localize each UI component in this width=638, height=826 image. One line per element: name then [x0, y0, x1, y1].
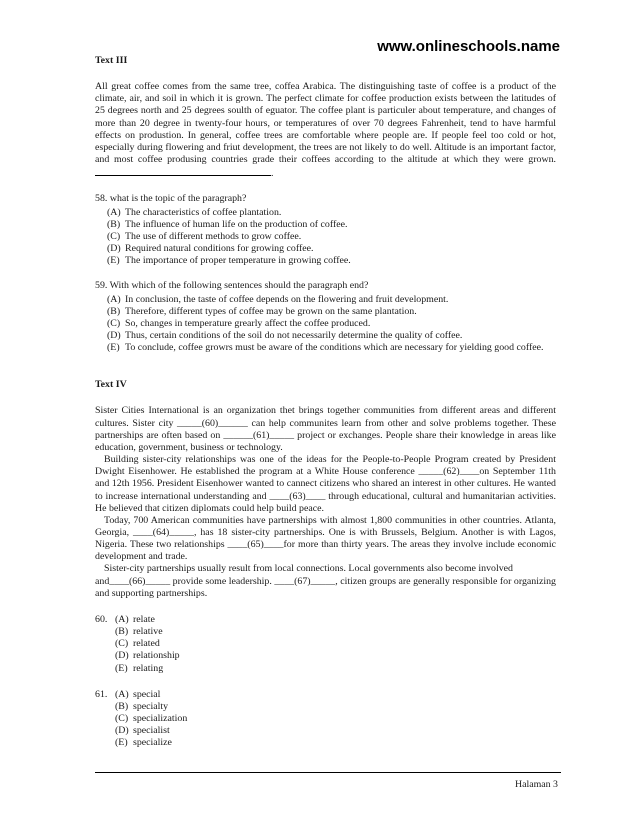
option-59-b[interactable] — [107, 306, 556, 318]
option-text: specialist — [133, 725, 170, 737]
option-text: specialize — [133, 737, 172, 749]
footer-divider — [95, 772, 561, 773]
option-text: relate — [133, 613, 155, 625]
option-59-d[interactable] — [107, 330, 556, 342]
option-letter: (C) — [107, 317, 121, 329]
option-58-b[interactable] — [107, 219, 556, 231]
option-letter: (E) — [115, 662, 128, 674]
question-58 — [95, 193, 556, 267]
option-text: relating — [133, 662, 164, 674]
page-content — [95, 55, 556, 750]
option-letter: (D) — [107, 243, 121, 255]
question-58-options — [107, 207, 556, 268]
option-text: Thus, certain conditions of the soil do not necessarily determine the quality of coffee. — [125, 329, 463, 341]
option-letter: (B) — [115, 626, 129, 638]
text-iv-paragraph-4b: and____(66)_____ provide some leadership. ____(67)_____, citizen groups are generally responsible for organizing and supporting partnerships. — [95, 575, 556, 599]
question-60 — [95, 614, 556, 675]
option-letter: (A) — [115, 613, 129, 625]
text-iv-paragraph-2: Building sister-city relationships was one of the ideas for the People-to-People Program created by President Dwight Eisenhower. He established the program at a White House conference _____(62)____on September 11th and 12th 1956. President Eisenhower wanted to cannect citizens who shared an interest in other cultures. He wanted to increase international understanding and ____(63)____ through educational, cultural and humanitarian activities. He believed that citizen diplomats could help build peace. — [95, 454, 556, 514]
option-61-a[interactable] — [95, 689, 556, 701]
answer-blank-line — [95, 166, 271, 176]
option-letter: (C) — [115, 638, 129, 650]
text-iii-body: All great coffee comes from the same tree, coffea Arabica. The distinguishing taste of coffee is a product of the climate, air, and soil in which it is grown. The perfect climate for coffee production exists between the latitudes of 25 degrees north and 25 degrees soulth of eguator. The coffee plant is particuler about temperature, and changes of more than 20 degree in twenty-four hours, or temperatures of over 70 degrees Fahrenheit, tend to have harmful effects on produstion. In general, coffee trees are comfortable where people are. If people feel too cold or hot, especially during flowering and friut development, the trees are not likely to do well. Altitude is an important factor, and most coffee produsing countries grade their coffees according to the altitude at which they were grown. — [95, 81, 556, 166]
option-text: Required natural conditions for growing coffee. — [125, 243, 314, 255]
text-iv-paragraph-4a: Sister-city partnerships usually result from local connections. Local governments also become involved — [104, 563, 513, 575]
text-iii-heading: Text III — [95, 55, 128, 66]
option-letter: (B) — [115, 700, 129, 712]
option-letter: (B) — [107, 305, 121, 317]
option-letter: (D) — [115, 725, 129, 737]
option-letter: (A) — [107, 206, 121, 218]
option-text: relative — [133, 626, 163, 638]
option-text: To conclude, coffee growrs must be aware of the conditions which are necessary for yielding good coffee. — [125, 342, 544, 354]
question-number: 61. — [95, 688, 108, 700]
option-59-e[interactable] — [107, 342, 556, 354]
option-text: The characteristics of coffee plantation. — [125, 206, 282, 218]
page-number: Halaman 3 — [514, 779, 558, 790]
option-59-c[interactable] — [107, 318, 556, 330]
option-59-a[interactable] — [107, 294, 556, 306]
option-58-c[interactable] — [107, 231, 556, 243]
option-text: special — [133, 688, 161, 700]
text-iv-paragraph-3: Today, 700 American communities have partnerships with almost 1,800 communities in other countries. Atlanta, Georgia, ____(64)_____, has 18 sister-city partnerships. One is with Brussels, Belgium. Another is with Lagos, Nigeria. These two relationships ____(65)____for more than thirty years. The areas they involve include economic development and trade. — [95, 514, 556, 563]
question-number: 60. — [95, 613, 108, 625]
option-text: relationship — [133, 650, 180, 662]
option-text: The influence of human life on the production of coffee. — [125, 218, 348, 230]
option-60-a[interactable] — [95, 614, 556, 626]
option-60-c[interactable] — [95, 638, 556, 650]
question-58-stem: 58. what is the topic of the paragraph? — [95, 193, 247, 205]
question-59-options — [107, 294, 556, 355]
text-iii-paragraph — [95, 81, 556, 180]
option-60-b[interactable] — [95, 626, 556, 638]
option-60-d[interactable] — [95, 650, 556, 662]
option-letter: (B) — [107, 218, 121, 230]
option-58-d[interactable] — [107, 243, 556, 255]
option-text: related — [133, 638, 160, 650]
option-61-b[interactable] — [95, 701, 556, 713]
site-url: www.onlineschools.name — [377, 38, 560, 55]
question-61 — [95, 689, 556, 750]
option-letter: (D) — [115, 650, 129, 662]
option-58-a[interactable] — [107, 207, 556, 219]
option-letter: (C) — [107, 230, 121, 242]
end-period: . — [271, 168, 274, 180]
option-text: The importance of proper temperature in growing coffee. — [125, 255, 351, 267]
option-text: So, changes in temperature grearly affect the coffee produced. — [125, 317, 371, 329]
option-text: Therefore, different types of coffee may be grown on the same plantation. — [125, 305, 417, 317]
option-letter: (A) — [115, 688, 129, 700]
option-letter: (E) — [107, 255, 120, 267]
option-61-e[interactable] — [95, 737, 556, 749]
option-letter: (D) — [107, 329, 121, 341]
option-58-e[interactable] — [107, 255, 556, 267]
question-59 — [95, 280, 556, 354]
text-iv-heading: Text IV — [95, 379, 127, 391]
text-iv-paragraph-1: Sister Cities International is an organization thet brings together communities from different areas and different cultures. Sister city _____(60)______ can help communites learn from other and solve problems together. These partnerships are often based on ______(61)_____ project or exchanges. People share their knowledge in areas like education, government, business or technology. — [95, 405, 556, 453]
option-letter: (A) — [107, 293, 121, 305]
question-59-stem: 59. With which of the following sentences should the paragraph end? — [95, 280, 369, 292]
option-letter: (C) — [115, 713, 129, 725]
option-text: In conclusion, the taste of coffee depends on the flowering and fruit development. — [125, 293, 449, 305]
option-text: specialization — [133, 713, 188, 725]
option-text: specialty — [133, 700, 169, 712]
option-text: The use of different methods to grow coffee. — [125, 230, 302, 242]
option-letter: (E) — [115, 737, 128, 749]
option-61-d[interactable] — [95, 725, 556, 737]
option-letter: (E) — [107, 342, 120, 354]
option-60-e[interactable] — [95, 663, 556, 675]
option-61-c[interactable] — [95, 713, 556, 725]
